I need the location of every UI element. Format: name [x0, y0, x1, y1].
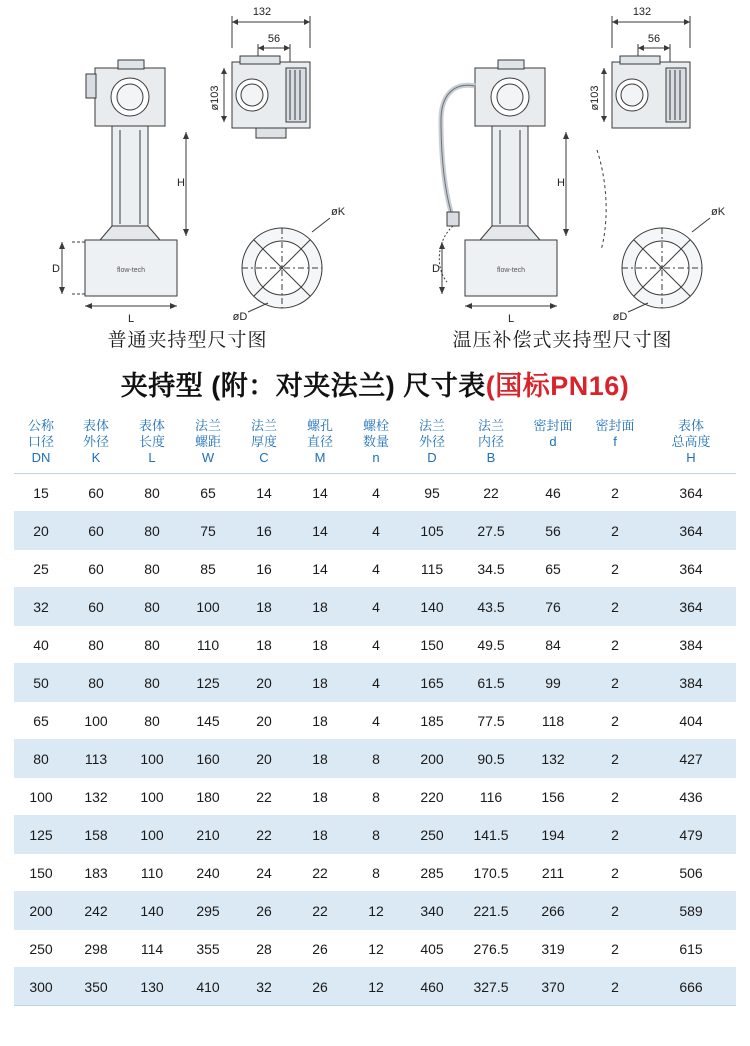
cell-h: 427	[646, 740, 736, 778]
cell-b: 221.5	[460, 892, 522, 930]
cell-seal-f: 2	[584, 778, 646, 816]
cell-c: 20	[236, 664, 292, 702]
cell-seal-f: 2	[584, 702, 646, 740]
cell-d: 460	[404, 968, 460, 1006]
cell-l: 80	[124, 550, 180, 588]
table-row	[14, 778, 736, 816]
cell-l: 80	[124, 474, 180, 512]
cell-seal-f: 2	[584, 588, 646, 626]
dim-label-L: L	[127, 313, 135, 325]
cell-seal-d: 46	[522, 474, 584, 512]
col-header-total-height: 表体 总高度 H	[646, 413, 736, 474]
dim-label-diameter103: ø103	[209, 85, 221, 111]
cell-seal-f: 2	[584, 740, 646, 778]
cell-m: 18	[292, 664, 348, 702]
cell-w: 160	[180, 740, 236, 778]
dim-label-diameter103: ø103	[589, 85, 601, 111]
cell-seal-d: 76	[522, 588, 584, 626]
cell-k: 242	[68, 892, 124, 930]
table-row	[14, 892, 736, 930]
cell-c: 14	[236, 474, 292, 512]
drawing-panel-compensated	[375, 0, 750, 360]
cell-h: 384	[646, 626, 736, 664]
dim-label-132: 132	[632, 6, 652, 18]
table-row	[14, 968, 736, 1006]
cell-m: 22	[292, 854, 348, 892]
cell-n: 8	[348, 740, 404, 778]
page-title-main: 夹持型 (附：对夹法兰) 尺寸表	[120, 371, 486, 401]
brand-mark: flow-tech	[116, 267, 146, 274]
table-row	[14, 550, 736, 588]
col-header-m: 螺孔 直径 M	[292, 413, 348, 474]
cell-seal-f: 2	[584, 816, 646, 854]
cell-w: 240	[180, 854, 236, 892]
cell-d: 220	[404, 778, 460, 816]
table-row	[14, 816, 736, 854]
cell-n: 8	[348, 778, 404, 816]
cell-m: 22	[292, 892, 348, 930]
cell-h: 615	[646, 930, 736, 968]
cell-w: 295	[180, 892, 236, 930]
dim-label-56: 56	[647, 33, 661, 45]
cell-w: 180	[180, 778, 236, 816]
cell-seal-d: 65	[522, 550, 584, 588]
cell-m: 14	[292, 512, 348, 550]
table-row	[14, 930, 736, 968]
cell-seal-f: 2	[584, 664, 646, 702]
dim-label-D: D	[432, 263, 440, 275]
cell-n: 12	[348, 968, 404, 1006]
cell-l: 110	[124, 854, 180, 892]
cell-w: 75	[180, 512, 236, 550]
cell-k: 158	[68, 816, 124, 854]
cell-c: 22	[236, 778, 292, 816]
cell-h: 404	[646, 702, 736, 740]
cell-d: 285	[404, 854, 460, 892]
cell-d: 405	[404, 930, 460, 968]
cell-l: 114	[124, 930, 180, 968]
cell-n: 4	[348, 550, 404, 588]
cell-k: 183	[68, 854, 124, 892]
cell-d: 200	[404, 740, 460, 778]
cell-c: 26	[236, 892, 292, 930]
cell-b: 27.5	[460, 512, 522, 550]
cell-d: 150	[404, 626, 460, 664]
cell-dn: 125	[14, 816, 68, 854]
cell-seal-f: 2	[584, 968, 646, 1006]
col-header-k: 表体 外径 K	[68, 413, 124, 474]
cell-k: 60	[68, 474, 124, 512]
cell-l: 80	[124, 626, 180, 664]
cell-n: 4	[348, 474, 404, 512]
cell-n: 4	[348, 702, 404, 740]
cell-seal-d: 156	[522, 778, 584, 816]
table-row	[14, 664, 736, 702]
cell-c: 18	[236, 588, 292, 626]
cell-seal-f: 2	[584, 512, 646, 550]
dim-label-K: øK	[330, 206, 346, 218]
brand-mark: flow-tech	[496, 267, 526, 274]
cell-k: 60	[68, 550, 124, 588]
cell-seal-d: 99	[522, 664, 584, 702]
cell-seal-f: 2	[584, 930, 646, 968]
cell-k: 60	[68, 512, 124, 550]
cell-seal-f: 2	[584, 550, 646, 588]
drawing-area	[0, 0, 750, 360]
cell-m: 14	[292, 474, 348, 512]
cell-b: 116	[460, 778, 522, 816]
cell-k: 132	[68, 778, 124, 816]
dim-label-L: L	[507, 313, 515, 325]
cell-b: 49.5	[460, 626, 522, 664]
cell-dn: 15	[14, 474, 68, 512]
cell-m: 18	[292, 778, 348, 816]
cell-k: 298	[68, 930, 124, 968]
cell-h: 364	[646, 588, 736, 626]
col-header-l: 表体 长度 L	[124, 413, 180, 474]
cell-w: 145	[180, 702, 236, 740]
cell-m: 18	[292, 626, 348, 664]
dim-label-D: D	[52, 263, 60, 275]
temp-pressure-compensated-drawing	[375, 0, 750, 330]
table-row	[14, 702, 736, 740]
cell-w: 125	[180, 664, 236, 702]
cell-w: 85	[180, 550, 236, 588]
cell-d: 185	[404, 702, 460, 740]
table-row	[14, 854, 736, 892]
cell-k: 80	[68, 626, 124, 664]
cell-b: 77.5	[460, 702, 522, 740]
cell-h: 364	[646, 474, 736, 512]
cell-b: 43.5	[460, 588, 522, 626]
cell-l: 80	[124, 588, 180, 626]
cell-d: 95	[404, 474, 460, 512]
cell-seal-f: 2	[584, 626, 646, 664]
cell-h: 436	[646, 778, 736, 816]
cell-d: 105	[404, 512, 460, 550]
table-row	[14, 740, 736, 778]
cell-w: 100	[180, 588, 236, 626]
cell-m: 18	[292, 702, 348, 740]
cell-w: 355	[180, 930, 236, 968]
dim-label-H: H	[557, 177, 565, 189]
cell-dn: 32	[14, 588, 68, 626]
cell-seal-d: 132	[522, 740, 584, 778]
caption-standard: 普通夹持型尺寸图	[107, 330, 268, 351]
cell-m: 18	[292, 816, 348, 854]
cell-dn: 100	[14, 778, 68, 816]
cell-l: 100	[124, 778, 180, 816]
cell-w: 410	[180, 968, 236, 1006]
col-header-c: 法兰 厚度 C	[236, 413, 292, 474]
cell-c: 16	[236, 512, 292, 550]
cell-n: 8	[348, 854, 404, 892]
cell-n: 4	[348, 626, 404, 664]
cell-dn: 200	[14, 892, 68, 930]
cell-b: 90.5	[460, 740, 522, 778]
col-header-seal-d: 密封面 d	[522, 413, 584, 474]
cell-dn: 40	[14, 626, 68, 664]
table-row	[14, 588, 736, 626]
cell-b: 34.5	[460, 550, 522, 588]
dim-label-d: øD	[612, 311, 628, 323]
dimension-table	[14, 413, 736, 1006]
col-header-seal-f: 密封面 f	[584, 413, 646, 474]
drawing-panel-standard	[0, 0, 375, 360]
cell-m: 18	[292, 588, 348, 626]
col-header-b: 法兰 内径 B	[460, 413, 522, 474]
table-row	[14, 626, 736, 664]
standard-clamp-drawing	[0, 0, 375, 330]
cell-c: 16	[236, 550, 292, 588]
cell-n: 4	[348, 512, 404, 550]
cell-l: 100	[124, 740, 180, 778]
table-header-row	[14, 413, 736, 474]
table-row	[14, 512, 736, 550]
cell-seal-d: 266	[522, 892, 584, 930]
dim-label-K: øK	[710, 206, 726, 218]
table-body	[14, 474, 736, 1006]
col-header-dn: 公称 口径 DN	[14, 413, 68, 474]
cell-h: 506	[646, 854, 736, 892]
cell-c: 20	[236, 740, 292, 778]
cell-h: 479	[646, 816, 736, 854]
col-header-w: 法兰 螺距 W	[180, 413, 236, 474]
cell-b: 141.5	[460, 816, 522, 854]
cell-c: 32	[236, 968, 292, 1006]
cell-seal-d: 56	[522, 512, 584, 550]
cell-h: 666	[646, 968, 736, 1006]
cell-d: 250	[404, 816, 460, 854]
cell-seal-d: 84	[522, 626, 584, 664]
cell-l: 80	[124, 702, 180, 740]
cell-h: 364	[646, 512, 736, 550]
cell-l: 100	[124, 816, 180, 854]
cell-b: 61.5	[460, 664, 522, 702]
cell-c: 18	[236, 626, 292, 664]
cell-dn: 25	[14, 550, 68, 588]
cell-b: 22	[460, 474, 522, 512]
cell-m: 26	[292, 930, 348, 968]
cell-n: 12	[348, 930, 404, 968]
cell-k: 350	[68, 968, 124, 1006]
cell-w: 65	[180, 474, 236, 512]
cell-h: 364	[646, 550, 736, 588]
cell-m: 26	[292, 968, 348, 1006]
cell-h: 384	[646, 664, 736, 702]
cell-dn: 65	[14, 702, 68, 740]
cell-c: 22	[236, 816, 292, 854]
cell-d: 165	[404, 664, 460, 702]
cell-dn: 20	[14, 512, 68, 550]
dim-label-132: 132	[252, 6, 272, 18]
cell-k: 80	[68, 664, 124, 702]
cell-l: 80	[124, 512, 180, 550]
cell-w: 210	[180, 816, 236, 854]
cell-k: 60	[68, 588, 124, 626]
dim-label-56: 56	[267, 33, 281, 45]
cell-l: 80	[124, 664, 180, 702]
dim-label-d: øD	[232, 311, 248, 323]
cell-seal-f: 2	[584, 474, 646, 512]
cell-w: 110	[180, 626, 236, 664]
cell-n: 12	[348, 892, 404, 930]
cell-seal-f: 2	[584, 854, 646, 892]
cell-b: 327.5	[460, 968, 522, 1006]
cell-dn: 50	[14, 664, 68, 702]
cell-l: 130	[124, 968, 180, 1006]
cell-d: 140	[404, 588, 460, 626]
cell-c: 20	[236, 702, 292, 740]
col-header-n: 螺栓 数量 n	[348, 413, 404, 474]
cell-n: 8	[348, 816, 404, 854]
table-row	[14, 474, 736, 512]
cell-seal-d: 211	[522, 854, 584, 892]
col-header-d-outer: 法兰 外径 D	[404, 413, 460, 474]
cell-b: 276.5	[460, 930, 522, 968]
cell-n: 4	[348, 588, 404, 626]
page-title-standard: (国标PN16)	[485, 371, 630, 401]
cell-k: 100	[68, 702, 124, 740]
cell-k: 113	[68, 740, 124, 778]
page-title	[0, 364, 750, 403]
cell-dn: 150	[14, 854, 68, 892]
cell-m: 18	[292, 740, 348, 778]
cell-l: 140	[124, 892, 180, 930]
cell-dn: 300	[14, 968, 68, 1006]
cell-seal-d: 319	[522, 930, 584, 968]
cell-d: 115	[404, 550, 460, 588]
cell-dn: 80	[14, 740, 68, 778]
dim-label-H: H	[177, 177, 185, 189]
cell-seal-d: 370	[522, 968, 584, 1006]
cell-d: 340	[404, 892, 460, 930]
cell-dn: 250	[14, 930, 68, 968]
cell-c: 24	[236, 854, 292, 892]
cell-c: 28	[236, 930, 292, 968]
cell-n: 4	[348, 664, 404, 702]
cell-seal-d: 194	[522, 816, 584, 854]
cell-b: 170.5	[460, 854, 522, 892]
cell-h: 589	[646, 892, 736, 930]
caption-compensated: 温压补偿式夹持型尺寸图	[452, 330, 673, 351]
cell-seal-d: 118	[522, 702, 584, 740]
cell-m: 14	[292, 550, 348, 588]
cell-seal-f: 2	[584, 892, 646, 930]
